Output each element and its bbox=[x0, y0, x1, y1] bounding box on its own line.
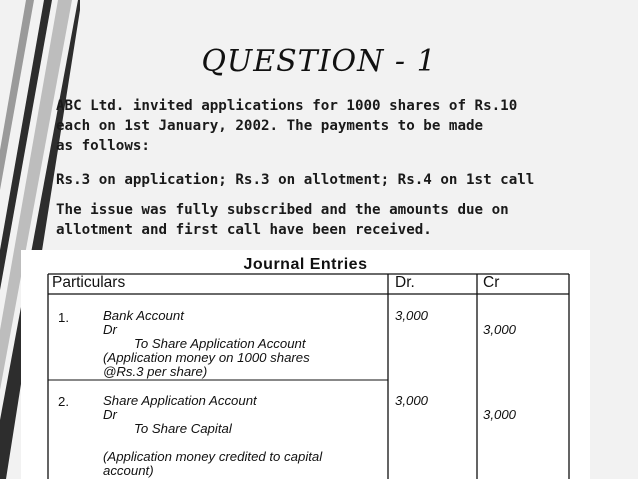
debit-amount: 3,000 bbox=[395, 393, 429, 408]
paragraph-line: Rs.3 on application; Rs.3 on allotment; Rs.4 on 1st call bbox=[56, 172, 535, 188]
entry-line: @Rs.3 per share) bbox=[103, 364, 208, 379]
entry-number: 2. bbox=[58, 394, 69, 409]
paragraph-line: allotment and first call have been received. bbox=[56, 222, 432, 238]
entry-line: Bank Account bbox=[103, 308, 184, 323]
paragraph-line: each on 1st January, 2002. The payments to be made bbox=[56, 118, 484, 134]
entry-line: Dr bbox=[103, 322, 117, 337]
credit-amount: 3,000 bbox=[483, 322, 517, 337]
entry-line: account) bbox=[103, 463, 154, 478]
entry-number: 1. bbox=[58, 310, 69, 325]
entry-line: To Share Application Account bbox=[134, 336, 306, 351]
question-paragraph-2 bbox=[56, 170, 556, 190]
paragraph-line: as follows: bbox=[56, 138, 150, 154]
entry-line: To Share Capital bbox=[134, 421, 232, 436]
question-paragraph-3 bbox=[56, 200, 556, 240]
debit-amount: 3,000 bbox=[395, 308, 429, 323]
paragraph-line: ABC Ltd. invited applications for 1000 shares of Rs.10 bbox=[56, 98, 518, 114]
journal-title: Journal Entries bbox=[243, 256, 368, 273]
entry-line: Dr bbox=[103, 407, 117, 422]
question-paragraph-1 bbox=[56, 96, 556, 156]
header-particulars: Particulars bbox=[52, 274, 126, 291]
entry-line: (Application money on 1000 shares bbox=[103, 350, 310, 365]
header-debit: Dr. bbox=[395, 274, 415, 291]
journal-entries-table bbox=[21, 250, 590, 479]
slide-title: QUESTION - 1 bbox=[201, 44, 437, 79]
paragraph-line: The issue was fully subscribed and the amounts due on bbox=[56, 202, 509, 218]
header-credit: Cr bbox=[483, 274, 500, 291]
entry-line: Share Application Account bbox=[103, 393, 257, 408]
entry-line: (Application money credited to capital bbox=[103, 449, 323, 464]
credit-amount: 3,000 bbox=[483, 407, 517, 422]
